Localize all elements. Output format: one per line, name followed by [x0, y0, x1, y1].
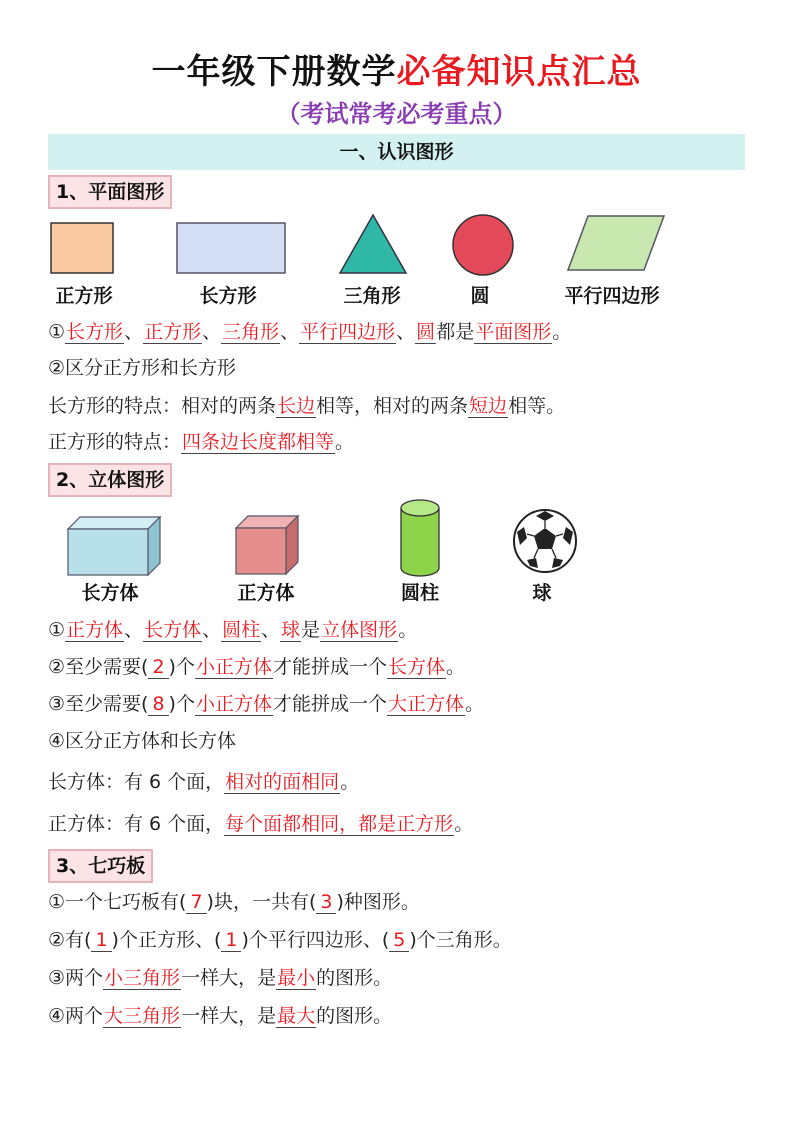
caption-square: 正方形 — [55, 285, 113, 307]
page-subtitle: （考试常考必考重点） — [276, 100, 517, 128]
square-shape — [50, 222, 116, 276]
title-part2: 必备知识点汇总 — [396, 52, 642, 92]
triangle-shape — [338, 214, 408, 276]
section-heading-tangram: 3、七巧板 — [48, 849, 153, 883]
caption-cylinder: 圆柱 — [400, 582, 439, 604]
page-title — [0, 50, 793, 94]
sec1-line-4: 正方形的特点：四条边长度都相等。 — [48, 431, 355, 453]
sec1-line-3: 长方形的特点：相对的两条长边相等，相对的两条短边相等。 — [48, 395, 566, 417]
sec1-line-2: ②区分正方形和长方形 — [48, 357, 237, 379]
cylinder-shape — [398, 498, 442, 578]
chapter-heading: 一、认识图形 — [48, 134, 745, 170]
sec3-line-3: ③两个小三角形一样大，是最小的图形。 — [48, 967, 393, 989]
sec3-line-4: ④两个大三角形一样大，是最大的图形。 — [48, 1005, 393, 1027]
sec3-line-1: ①一个七巧板有( 7 )块，一共有( 3 )种图形。 — [48, 891, 420, 913]
section-heading-plane-shapes: 1、平面图形 — [48, 175, 172, 209]
section-heading-solid-shapes: 2、立体图形 — [48, 463, 172, 497]
caption-rectangle: 长方形 — [199, 285, 257, 307]
sec3-line-2: ②有( 1 )个正方形、( 1 )个平行四边形、( 5 )个三角形。 — [48, 929, 512, 951]
caption-parallelogram: 平行四边形 — [564, 285, 660, 307]
circle-shape — [450, 214, 518, 276]
ball-shape — [512, 508, 578, 574]
caption-ball: 球 — [532, 582, 552, 604]
caption-circle: 圆 — [470, 285, 490, 307]
sec2-line-3: ③至少需要( 8 )个小正方体才能拼成一个大正方体。 — [48, 693, 485, 715]
sec2-line-2: ②至少需要( 2 )个小正方体才能拼成一个长方体。 — [48, 656, 466, 678]
sec2-line-1: ①正方体、长方体、圆柱、球是立体图形。 — [48, 619, 418, 641]
sec2-line-4: ④区分正方体和长方体 — [48, 730, 237, 752]
cuboid-shape — [66, 515, 162, 577]
caption-cube: 正方体 — [237, 582, 295, 604]
title-part1: 一年级下册数学 — [151, 52, 397, 92]
rectangle-shape — [176, 222, 288, 276]
sec1-line-1: ①长方形、正方形、三角形、平行四边形、圆都是平面图形。 — [48, 321, 572, 343]
parallelogram-shape — [566, 214, 666, 274]
sec2-line-6: 正方体：有 6 个面，每个面都相同，都是正方形。 — [48, 813, 474, 835]
caption-cuboid: 长方体 — [81, 582, 139, 604]
sec2-line-5: 长方体：有 6 个面，相对的面相同。 — [48, 771, 360, 793]
cube-shape — [234, 514, 300, 576]
caption-triangle: 三角形 — [343, 285, 401, 307]
